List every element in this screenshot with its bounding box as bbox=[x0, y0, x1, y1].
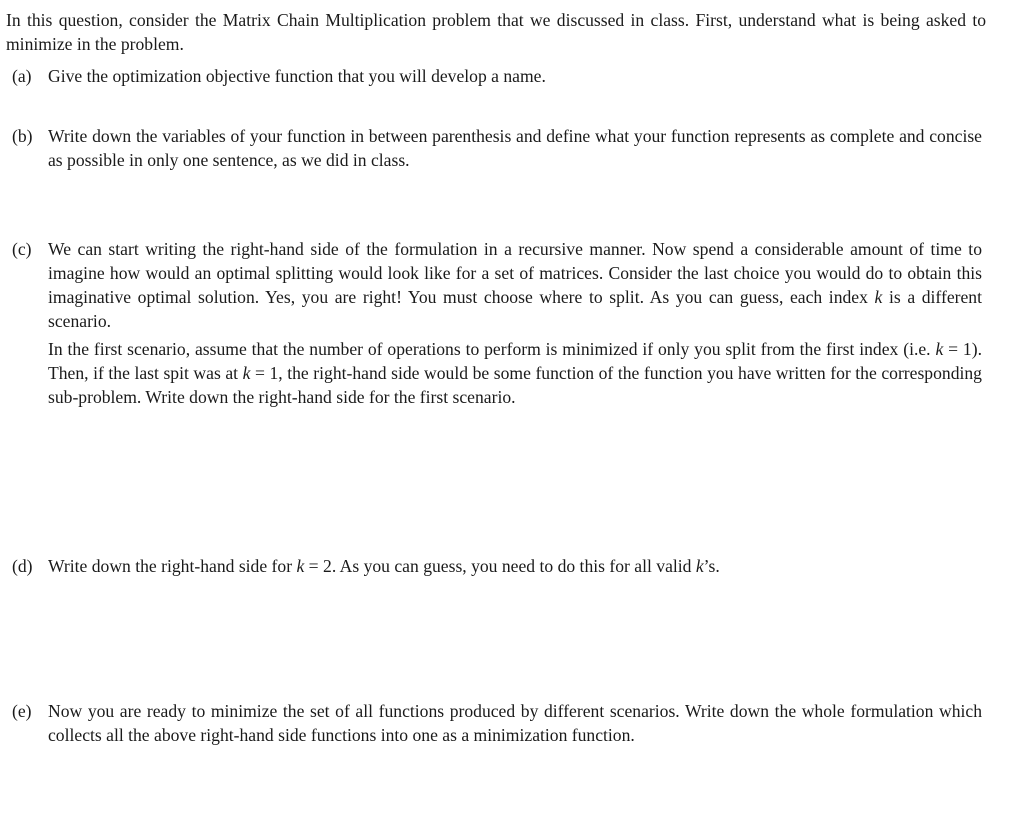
part-c-p2-text-end: , the right-hand side would be some function of the function you have written for the corresponding sub-problem. Write down the right-hand side for the first scenario. bbox=[48, 363, 982, 407]
part-c-label: (c) bbox=[12, 239, 32, 259]
part-e bbox=[12, 699, 982, 747]
part-d-text-mid: . As you can guess, you need to do this for all valid bbox=[331, 556, 696, 576]
part-d-text bbox=[48, 554, 982, 578]
part-c-p2-text: In the first scenario, assume that the number of operations to perform is minimized if only you split from the first index (i.e. bbox=[48, 339, 936, 359]
k-value: = 2 bbox=[304, 556, 332, 576]
part-d bbox=[12, 554, 982, 578]
part-c-p1-text: We can start writing the right-hand side of the formulation in a recursive manner. Now spend a considerable amount of time to imagine how would an optimal splitting would look like for a set of matrices. Consider the last choice you would do to obtain this imaginative optimal solution. Yes, you are right! You must choose where to split. As you can guess, each index bbox=[48, 239, 982, 307]
part-b-label: (b) bbox=[12, 126, 33, 146]
part-a-text bbox=[48, 64, 982, 88]
k-variable: k bbox=[695, 556, 704, 576]
k-value: = 1 bbox=[250, 363, 279, 383]
part-d-paragraph bbox=[48, 554, 982, 578]
part-d-text-start: Write down the right-hand side for bbox=[48, 556, 297, 576]
part-d-label: (d) bbox=[12, 556, 33, 576]
part-a-label: (a) bbox=[12, 66, 32, 86]
part-a bbox=[12, 64, 982, 88]
part-a-paragraph: Give the optimization objective function that you will develop a name. bbox=[48, 66, 546, 86]
part-c-p2-text-mid: ). Then, if the last spit was at bbox=[48, 339, 982, 383]
part-c-p1-text-end: is a different scenario. bbox=[48, 287, 982, 331]
k-variable: k bbox=[242, 363, 251, 383]
part-e-paragraph: Now you are ready to minimize the set of all functions produced by different scenarios. Write down the whole formulation which collects all the above right-hand side functions into one as a minimization function. bbox=[48, 701, 982, 745]
part-c bbox=[12, 237, 982, 409]
part-d-text-end: ’s. bbox=[703, 556, 720, 576]
part-b-paragraph: Write down the variables of your function in between parenthesis and define what your function represents as complete and concise as possible in only one sentence, as we did in class. bbox=[48, 126, 982, 170]
question-intro: In this question, consider the Matrix Chain Multiplication problem that we discussed in class. First, understand what is being asked to minimize in the problem. bbox=[6, 10, 986, 54]
k-value: = 1 bbox=[943, 339, 972, 359]
k-variable: k bbox=[296, 556, 305, 576]
part-b-text bbox=[48, 124, 982, 172]
part-e-text bbox=[48, 699, 982, 747]
part-c-paragraph-1 bbox=[48, 237, 982, 333]
part-e-label: (e) bbox=[12, 701, 32, 721]
part-c-text bbox=[48, 237, 982, 409]
part-c-paragraph-2 bbox=[48, 337, 982, 409]
part-b bbox=[12, 124, 982, 172]
k-variable: k bbox=[874, 287, 883, 307]
k-variable: k bbox=[935, 339, 944, 359]
